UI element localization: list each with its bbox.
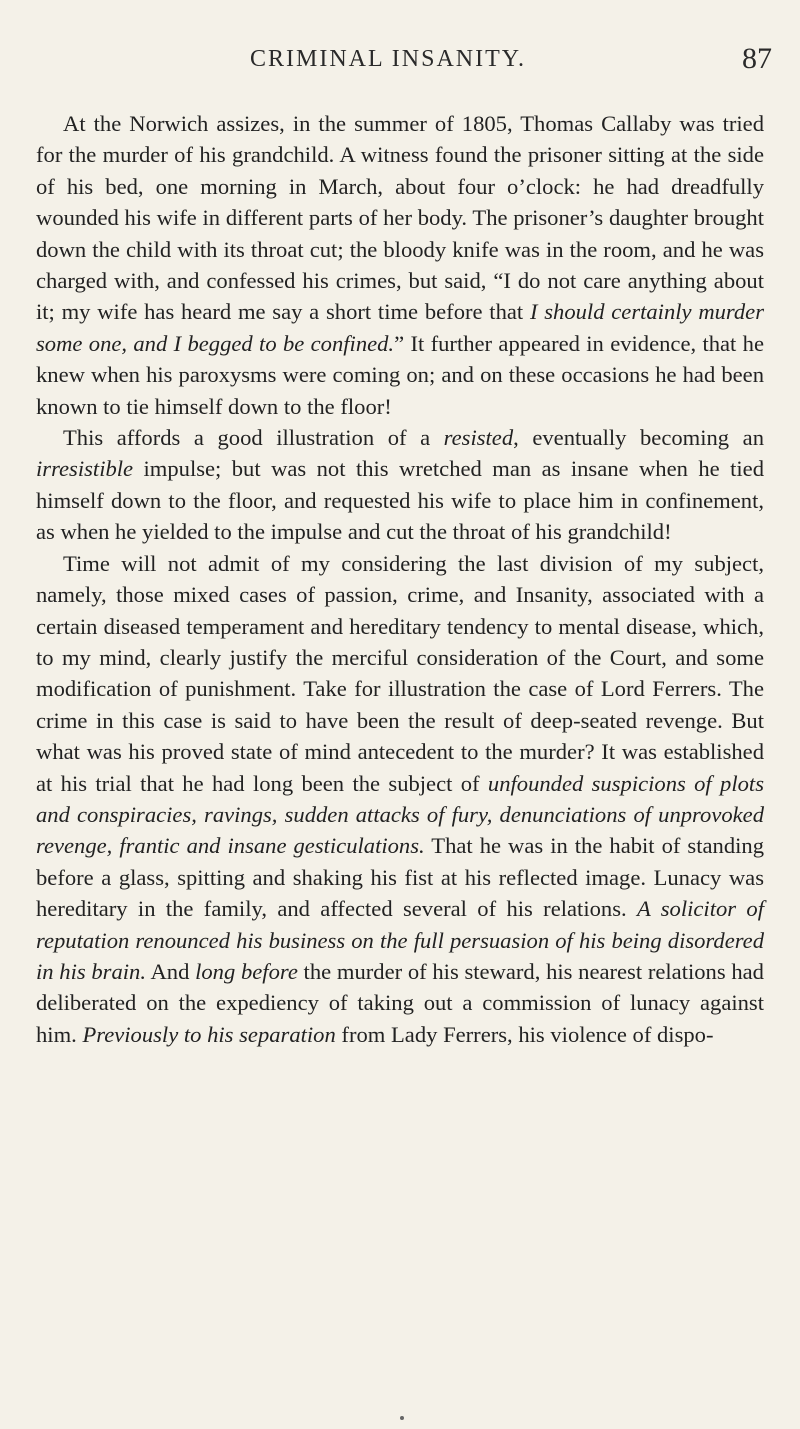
text-run: impulse; but was not this wretched man as insane when he tied himself down to the floor, and requested his wife to place him in confinement, as when he yielded to the impulse and cut the throat of his grandchild! [36, 456, 764, 545]
text-run: And [145, 958, 196, 984]
text-run: ” It further appeared in evidence, that he knew when his paroxysms were coming on; and on these occasions he had been known to tie himself down to the floor! [36, 330, 765, 419]
text-run: At the Norwich assizes, in the summer of 1805, Thomas Callaby was tried for the murder of his grandchild. A witness found the prisoner sitting at the side of his bed, one morning in March, about four o’clock: he had dreadfully wounded his wife in different parts of her body. The prisoner’s daughter brought down the child with its throat cut; the bloody knife was in the room, and he was charged with, and confessed his crimes, but said, “I do not care anything about it; my wife has heard me say a short time before that [36, 111, 764, 325]
italic-text-run: Previously to his separation [82, 1021, 336, 1047]
paragraph [36, 422, 764, 548]
paragraph [36, 548, 764, 1051]
text-run: Time will not admit of my considering the last division of my subject, namely, those mixed cases of passion, crime, and Insanity, associated with a certain diseased temperament and hereditary tendency to mental disease, which, to my mind, clearly justify the merciful consideration of the Court, and some modification of punishment. Take for illustration the case of Lord Ferrers. The crime in this case is said to have been the result of deep-seated revenge. But what was his proved state of mind antecedent to the murder? It was established at his trial that he had long been the subject of [36, 550, 764, 796]
text-run: the murder of his steward, his nearest relations had deliberated on the expediency of taking out a commission of lunacy against him. [36, 958, 764, 1047]
italic-text-run: A solicitor of reputation renounced his business on the full persuasion of his being disordered in his brain. [36, 896, 764, 984]
page-mark [400, 1416, 404, 1420]
italic-text-run: long before [195, 958, 298, 984]
text-run: That he was in the habit of standing before a glass, spitting and shaking his fist at his reflected image. Lunacy was hereditary in the family, and affected several of his relations. [36, 833, 764, 922]
page-header [140, 42, 800, 86]
page-number: 87 [742, 42, 772, 75]
paragraph [36, 108, 764, 422]
text-run: This affords a good illustration of a [63, 425, 444, 451]
italic-text-run: resisted [443, 425, 514, 451]
italic-text-run: irresistible [36, 456, 134, 482]
text-run: from Lady Ferrers, his violence of dispo- [335, 1021, 714, 1047]
body-text [36, 108, 764, 1050]
running-title: CRIMINAL INSANITY. [250, 46, 526, 72]
text-run: , eventually becoming an [513, 425, 764, 451]
italic-text-run: unfounded suspicions of plots and conspiracies, ravings, sudden attacks of fury, denunciations of unprovoked revenge, frantic and insane gesticulations. [36, 770, 764, 859]
italic-text-run: I should certainly murder some one, and I begged to be confined. [36, 299, 765, 356]
